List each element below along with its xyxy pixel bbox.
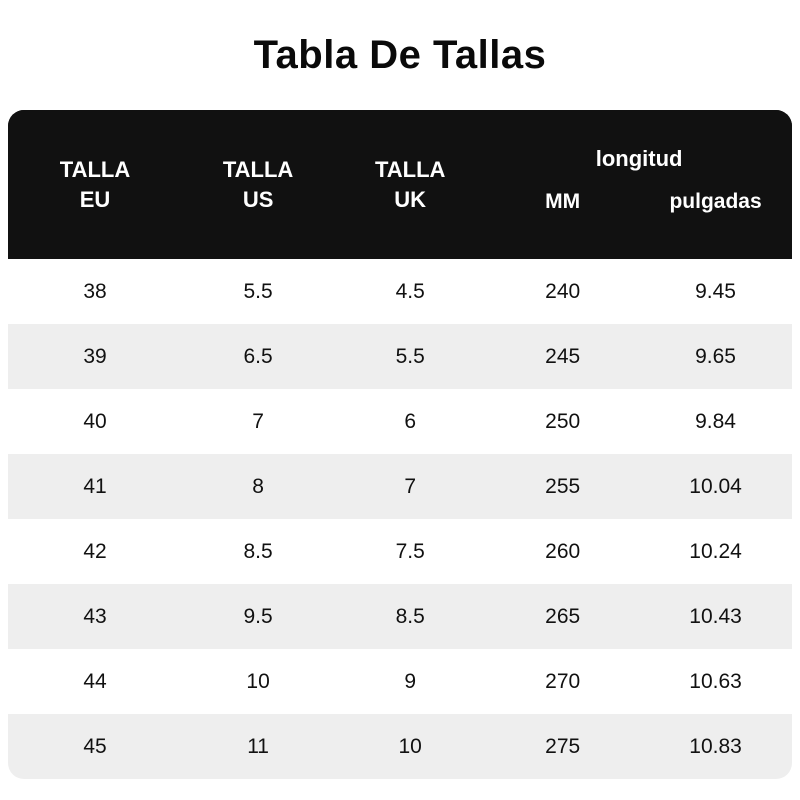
- column-header-pulgadas: pulgadas: [639, 178, 792, 259]
- column-header-longitud: longitud: [486, 110, 792, 178]
- cell-eu: 45: [8, 714, 182, 779]
- cell-uk: 9: [334, 649, 486, 714]
- column-header-talla-eu-line2: EU: [79, 186, 111, 212]
- table-header-row: [8, 110, 792, 178]
- cell-mm: 265: [486, 584, 639, 649]
- column-header-talla-eu: [8, 110, 182, 259]
- cell-us: 9.5: [182, 584, 334, 649]
- cell-mm: 250: [486, 389, 639, 454]
- cell-us: 8: [182, 454, 334, 519]
- column-header-talla-uk-line1: TALLA: [374, 156, 446, 182]
- cell-inches: 9.65: [639, 324, 792, 389]
- cell-us: 5.5: [182, 259, 334, 324]
- cell-mm: 260: [486, 519, 639, 584]
- cell-us: 10: [182, 649, 334, 714]
- cell-inches: 10.83: [639, 714, 792, 779]
- table-row: [8, 454, 792, 519]
- cell-us: 11: [182, 714, 334, 779]
- cell-inches: 10.63: [639, 649, 792, 714]
- cell-mm: 245: [486, 324, 639, 389]
- column-header-talla-us-line2: US: [242, 186, 274, 212]
- table-body: [8, 259, 792, 779]
- table-row: [8, 259, 792, 324]
- cell-uk: 4.5: [334, 259, 486, 324]
- table-row: [8, 714, 792, 779]
- cell-us: 7: [182, 389, 334, 454]
- column-header-talla-us-line1: TALLA: [222, 156, 294, 182]
- cell-uk: 7.5: [334, 519, 486, 584]
- column-header-talla-uk-line2: UK: [394, 186, 427, 212]
- cell-mm: 255: [486, 454, 639, 519]
- cell-eu: 39: [8, 324, 182, 389]
- cell-uk: 8.5: [334, 584, 486, 649]
- table-row: [8, 324, 792, 389]
- cell-eu: 44: [8, 649, 182, 714]
- cell-eu: 42: [8, 519, 182, 584]
- page-title: Tabla De Tallas: [253, 33, 547, 77]
- table-row: [8, 519, 792, 584]
- column-header-talla-uk: [334, 110, 486, 259]
- size-table: [8, 110, 792, 779]
- cell-inches: 10.24: [639, 519, 792, 584]
- table-row: [8, 584, 792, 649]
- table-row: [8, 649, 792, 714]
- cell-mm: 240: [486, 259, 639, 324]
- column-header-talla-us: [182, 110, 334, 259]
- table-row: [8, 389, 792, 454]
- cell-us: 6.5: [182, 324, 334, 389]
- cell-uk: 6: [334, 389, 486, 454]
- cell-uk: 7: [334, 454, 486, 519]
- cell-eu: 38: [8, 259, 182, 324]
- cell-inches: 10.04: [639, 454, 792, 519]
- cell-inches: 9.84: [639, 389, 792, 454]
- cell-inches: 9.45: [639, 259, 792, 324]
- table-header: [8, 110, 792, 259]
- cell-eu: 43: [8, 584, 182, 649]
- column-header-talla-eu-line1: TALLA: [59, 156, 131, 182]
- cell-us: 8.5: [182, 519, 334, 584]
- cell-uk: 10: [334, 714, 486, 779]
- cell-eu: 40: [8, 389, 182, 454]
- cell-uk: 5.5: [334, 324, 486, 389]
- cell-mm: 270: [486, 649, 639, 714]
- column-header-mm: MM: [486, 178, 639, 259]
- cell-mm: 275: [486, 714, 639, 779]
- cell-eu: 41: [8, 454, 182, 519]
- cell-inches: 10.43: [639, 584, 792, 649]
- size-table-container: [8, 110, 792, 779]
